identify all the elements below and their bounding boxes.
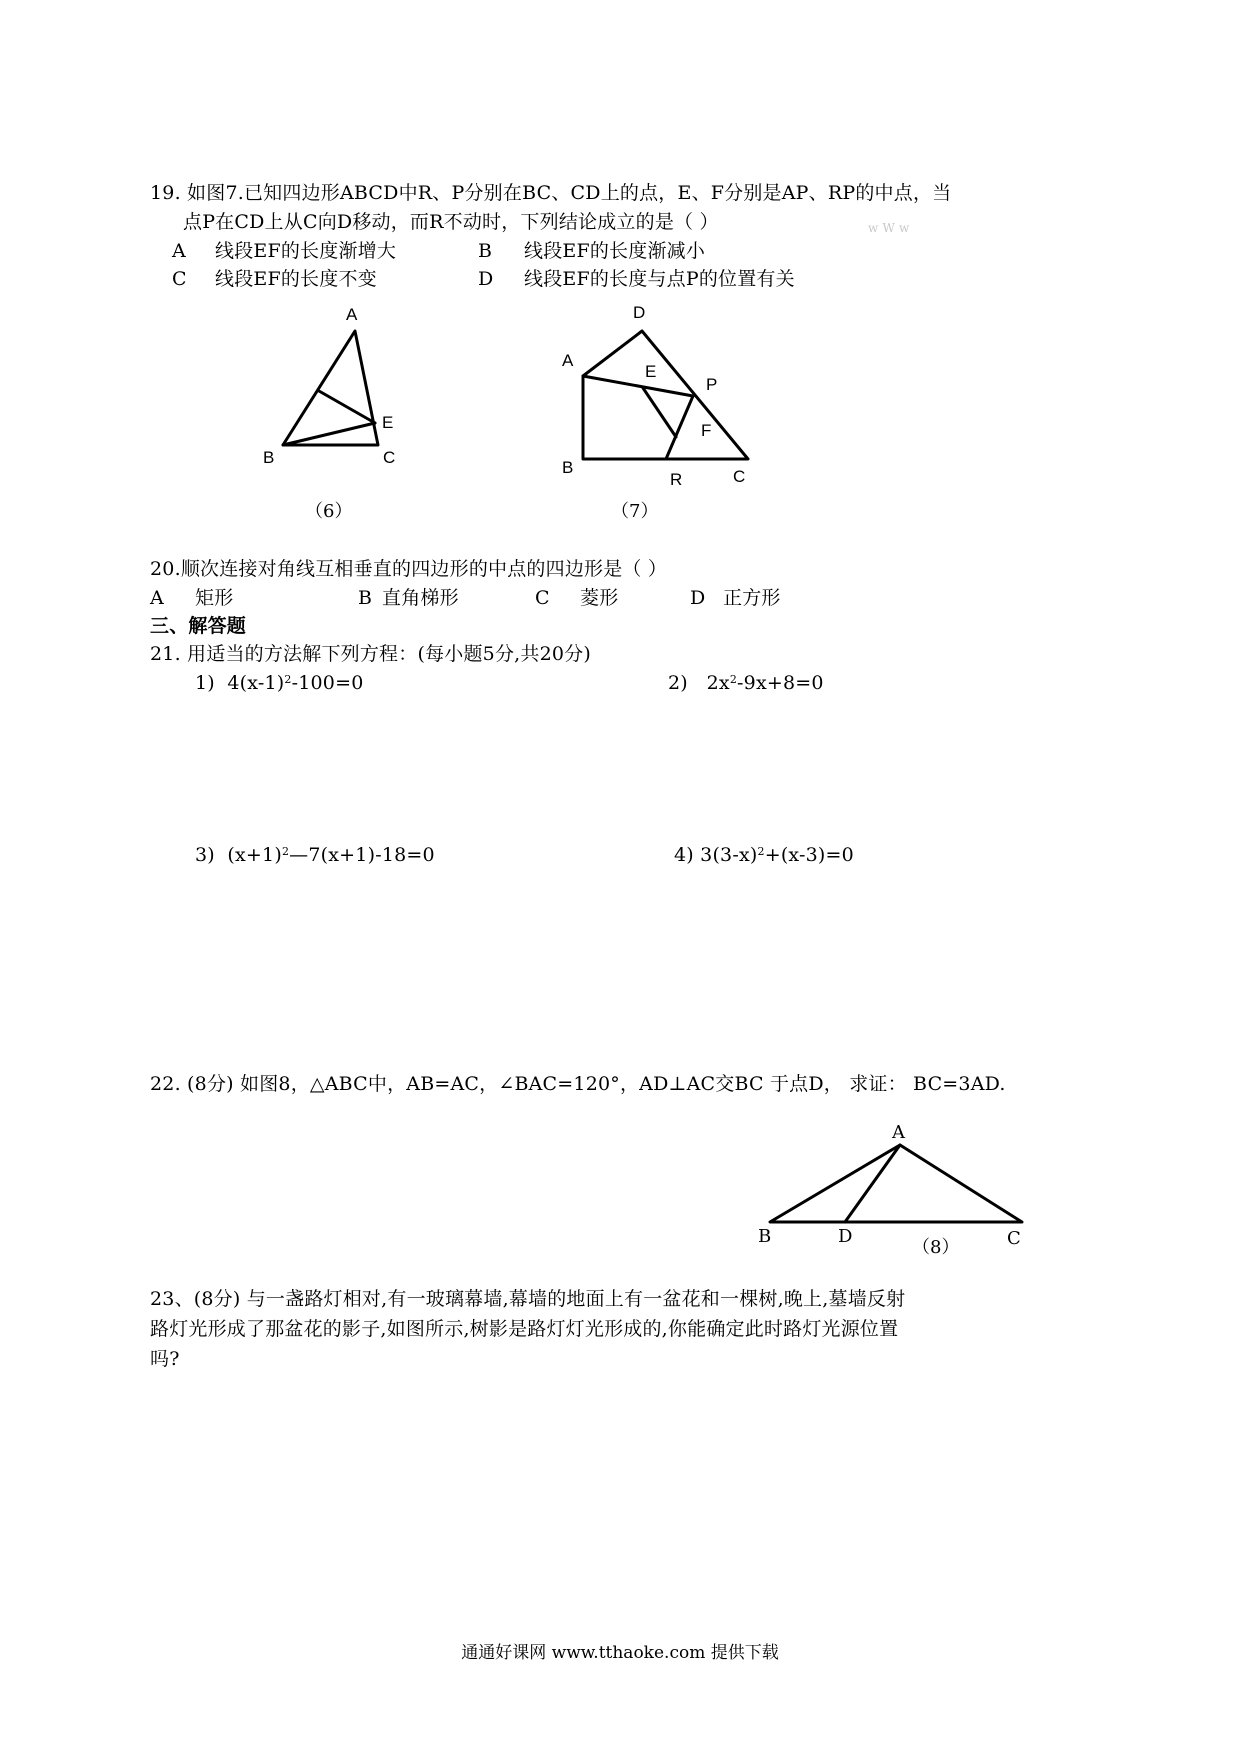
q21-eq2-number: 2) — [668, 672, 688, 694]
q21-eq4-rest: +(x-3)=0 — [764, 844, 854, 866]
q20-option-a-letter: A — [150, 587, 164, 609]
q19-option-b-text: 线段EF的长度渐减小 — [524, 240, 706, 262]
q21-eq4-base: 3(3-x) — [700, 844, 758, 866]
fig7-segment-e-to-f — [643, 388, 676, 437]
q19-option-d-text: 线段EF的长度与点P的位置有关 — [524, 268, 795, 290]
fig7-label-p: P — [706, 375, 718, 394]
q20-option-a-text: 矩形 — [195, 587, 234, 609]
fig6-segment-b-to-e — [283, 423, 375, 445]
q21-eq1 — [195, 671, 364, 695]
fig6-label-a: A — [346, 305, 358, 324]
q21-eq4-exponent: 2 — [757, 845, 765, 858]
q20-option-d-text: 正方形 — [723, 587, 781, 609]
fig8-label-a: A — [892, 1122, 905, 1143]
q21-eq2-exponent: 2 — [729, 673, 738, 686]
fig6-label-b: B — [263, 448, 275, 467]
q19-line1: 19. 如图7.已知四边形ABCD中R、P分别在BC、CD上的点，E、F分别是AP、RP的中点，当 — [150, 182, 952, 204]
q21-eq4-number: 4) — [674, 844, 694, 866]
q21-eq3-number: 3) — [195, 844, 215, 866]
q22-stem: 22. (8分) 如图8，△ABC中，AB=AC，∠BAC=120°，AD⊥AC交BC 于点D， 求证： BC=3AD. — [150, 1073, 1006, 1095]
q21-eq3-base: (x+1) — [227, 844, 282, 866]
q21-eq2-base: 2x — [706, 672, 730, 694]
q19-option-a-letter: A — [172, 240, 186, 262]
fig7-label-b: B — [562, 458, 574, 477]
fig7-label-e: E — [645, 362, 657, 381]
q20-stem: 20.顺次连接对角线互相垂直的四边形的中点的四边形是（ ） — [150, 558, 668, 580]
q21-eq2 — [668, 671, 824, 695]
fig8-caption: （8） — [912, 1237, 960, 1258]
q19-option-a-text: 线段EF的长度渐增大 — [215, 240, 397, 262]
q20-option-b-letter: B — [358, 587, 373, 609]
fig7-segment-ap — [583, 376, 693, 396]
fig7-label-d: D — [633, 303, 646, 322]
q21-eq1-base: 4(x-1) — [227, 672, 285, 694]
q19-option-c-text: 线段EF的长度不变 — [215, 268, 377, 290]
page-footer: 通通好课网 www.tthaoke.com 提供下载 — [461, 1643, 779, 1663]
q20-option-d-letter: D — [690, 587, 706, 609]
q19-option-b-letter: B — [478, 240, 493, 262]
fig6-caption: （6） — [305, 501, 353, 522]
q21-eq3 — [195, 843, 435, 867]
q21-eq3-rest: —7(x+1)-18=0 — [289, 844, 435, 866]
fig8-label-d: D — [838, 1226, 853, 1247]
q20-option-b-text: 直角梯形 — [382, 587, 459, 609]
q21-eq1-rest: -100=0 — [291, 672, 364, 694]
q19-line2: 点P在CD上从C向D移动，而R不动时，下列结论成立的是（ ） — [183, 211, 719, 233]
fig6-triangle — [283, 331, 378, 445]
fig8-segment-ad — [845, 1145, 900, 1222]
q21-eq1-exponent: 2 — [284, 673, 292, 686]
q19-option-d-letter: D — [478, 268, 494, 290]
fig7-label-r: R — [670, 470, 683, 489]
q23-line2: 路灯光形成了那盆花的影子,如图所示,树影是路灯灯光形成的,你能确定此时路灯光源位置 — [150, 1318, 899, 1340]
fig7-caption: （7） — [611, 501, 659, 522]
fig8-triangle — [770, 1145, 1022, 1222]
q21-eq1-number: 1) — [195, 672, 215, 694]
q21-eq2-rest: -9x+8=0 — [737, 672, 824, 694]
q23-line3: 吗? — [150, 1348, 180, 1370]
fig7-label-a: A — [562, 351, 574, 370]
fig7-label-c: C — [733, 467, 746, 486]
q20-option-c-letter: C — [535, 587, 550, 609]
fig6-label-c: C — [383, 448, 396, 467]
q19-option-c-letter: C — [172, 268, 187, 290]
q21-eq4 — [674, 843, 854, 867]
fig6-label-e: E — [382, 413, 394, 432]
q19-faint-watermark: w W w — [868, 221, 910, 235]
q21-stem: 21. 用适当的方法解下列方程：(每小题5分,共20分) — [150, 643, 591, 665]
fig8-label-b: B — [758, 1226, 772, 1247]
q21-eq3-exponent: 2 — [281, 845, 290, 858]
q23-line1: 23、(8分) 与一盏路灯相对,有一玻璃幕墙,幕墙的地面上有一盆花和一棵树,晚上,墓墙反射 — [150, 1288, 906, 1310]
fig7-label-f: F — [701, 421, 712, 440]
fig7-quadrilateral — [583, 331, 748, 459]
q20-option-c-text: 菱形 — [580, 587, 619, 609]
section-three-heading: 三、解答题 — [150, 615, 247, 637]
fig8-label-c: C — [1007, 1228, 1021, 1249]
